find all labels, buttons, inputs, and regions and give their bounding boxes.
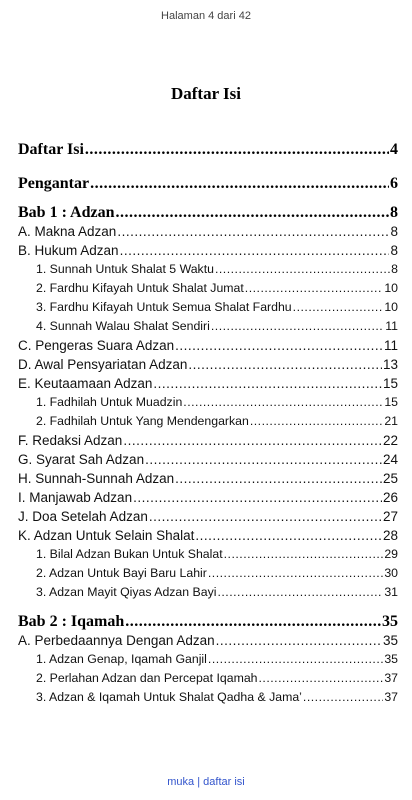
toc-entry-title: I. Manjawab Adzan <box>18 490 133 505</box>
toc-entry-page: 26 <box>382 490 398 505</box>
toc-entry-title: C. Pengeras Suara Adzan <box>18 338 175 353</box>
home-link[interactable]: muka <box>167 776 195 788</box>
toc-entry[interactable] <box>18 279 398 298</box>
toc-entry-title: Pengantar <box>18 175 90 192</box>
toc-link[interactable]: daftar isi <box>203 776 245 788</box>
dot-leader <box>125 612 381 631</box>
toc-entry[interactable] <box>18 469 398 488</box>
toc-entry-title: 3. Adzan Mayit Qiyas Adzan Bayi <box>36 585 217 599</box>
toc-entry-title: H. Sunnah-Sunnah Adzan <box>18 471 175 486</box>
dot-leader <box>259 669 384 688</box>
toc-entry[interactable] <box>18 260 398 279</box>
toc-entry-title: 2. Fardhu Kifayah Untuk Shalat Jumat <box>36 281 244 295</box>
toc-entry-title: 2. Perlahan Adzan dan Percepat Iqamah <box>36 671 258 685</box>
toc-entry[interactable] <box>18 583 398 602</box>
toc-entry-title: Bab 2 : Iqamah <box>18 613 125 630</box>
toc-entry-page: 35 <box>382 633 398 648</box>
toc-entry-title: 4. Sunnah Walau Shalat Sendiri <box>36 319 210 333</box>
toc-entry-title: 2. Fadhilah Untuk Yang Mendengarkan <box>36 414 249 428</box>
dot-leader <box>217 583 383 602</box>
toc-entry-page: 11 <box>383 338 398 353</box>
toc-entry-title: E. Keutaamaan Adzan <box>18 376 153 391</box>
dot-leader <box>250 412 383 431</box>
toc-entry-title: 3. Adzan & Iqamah Untuk Shalat Qadha & Jama’ <box>36 690 302 704</box>
toc-entry-title: Daftar Isi <box>18 141 84 158</box>
toc-entry[interactable] <box>18 526 398 545</box>
dot-leader <box>117 222 389 241</box>
toc-entry[interactable] <box>18 688 398 707</box>
toc-entry-title: 2. Adzan Untuk Bayi Baru Lahir <box>36 566 207 580</box>
toc-entry-title: F. Redaksi Adzan <box>18 433 123 448</box>
toc-entry[interactable] <box>18 545 398 564</box>
dot-leader <box>145 450 382 469</box>
footer-nav <box>0 776 412 788</box>
toc-entry-page: 37 <box>384 671 398 685</box>
dot-leader <box>90 174 389 193</box>
toc-entry[interactable] <box>18 507 398 526</box>
dot-leader <box>303 688 383 707</box>
dot-leader <box>208 650 383 669</box>
toc-entry[interactable] <box>18 612 398 631</box>
toc-entry-title: B. Hukum Adzan <box>18 243 119 258</box>
toc-entry[interactable] <box>18 298 398 317</box>
toc-entry[interactable] <box>18 650 398 669</box>
toc-entry-page: 24 <box>382 452 398 467</box>
dot-leader <box>216 631 382 650</box>
toc-entry-page: 30 <box>384 566 398 580</box>
toc-entry-title: K. Adzan Untuk Selain Shalat <box>18 528 195 543</box>
toc-entry-page: 6 <box>390 175 398 192</box>
toc-entry-page: 27 <box>382 509 398 524</box>
toc-entry-title: A. Makna Adzan <box>18 224 117 239</box>
toc-entry-page: 35 <box>382 613 398 630</box>
toc-entry-title: 1. Sunnah Untuk Shalat 5 Waktu <box>36 262 214 276</box>
dot-leader <box>175 469 382 488</box>
dot-leader <box>133 488 382 507</box>
dot-leader <box>215 260 390 279</box>
toc-entry[interactable] <box>18 631 398 650</box>
page-indicator: Halaman 4 dari 42 <box>161 10 251 22</box>
toc-entry-page: 15 <box>382 376 398 391</box>
toc-entry-title: G. Syarat Sah Adzan <box>18 452 145 467</box>
toc-entry-page: 11 <box>385 319 398 333</box>
toc-entry[interactable] <box>18 431 398 450</box>
dot-leader <box>245 279 384 298</box>
toc-entry-page: 8 <box>391 262 398 276</box>
toc-entry[interactable] <box>18 203 398 222</box>
toc-entry[interactable] <box>18 317 398 336</box>
table-of-contents <box>18 140 398 707</box>
dot-leader <box>153 374 382 393</box>
dot-leader <box>188 355 382 374</box>
dot-leader <box>85 140 389 159</box>
toc-entry-page: 37 <box>384 690 398 704</box>
toc-entry-page: 4 <box>390 141 398 158</box>
toc-entry-title: J. Doa Setelah Adzan <box>18 509 148 524</box>
dot-leader <box>224 545 384 564</box>
toc-entry-page: 13 <box>382 357 398 372</box>
toc-entry-title: 1. Bilal Adzan Bukan Untuk Shalat <box>36 547 223 561</box>
toc-entry-page: 10 <box>384 281 398 295</box>
dot-leader <box>195 526 382 545</box>
dot-leader <box>120 241 390 260</box>
toc-entry[interactable] <box>18 564 398 583</box>
dot-leader <box>115 203 389 222</box>
dot-leader <box>211 317 384 336</box>
toc-entry-page: 21 <box>384 414 398 428</box>
toc-entry-title: Bab 1 : Adzan <box>18 204 115 221</box>
toc-entry-page: 29 <box>384 547 398 561</box>
toc-entry[interactable] <box>18 222 398 241</box>
toc-entry-page: 35 <box>384 652 398 666</box>
toc-entry[interactable] <box>18 174 398 193</box>
toc-entry[interactable] <box>18 412 398 431</box>
toc-entry[interactable] <box>18 488 398 507</box>
toc-entry-page: 22 <box>382 433 398 448</box>
dot-leader <box>175 336 383 355</box>
toc-entry[interactable] <box>18 140 398 159</box>
toc-entry[interactable] <box>18 241 398 260</box>
toc-entry[interactable] <box>18 669 398 688</box>
toc-entry-title: 1. Fadhilah Untuk Muadzin <box>36 395 183 409</box>
toc-entry-page: 31 <box>384 585 398 599</box>
dot-leader <box>208 564 383 583</box>
toc-entry-page: 8 <box>390 243 398 258</box>
toc-entry[interactable] <box>18 450 398 469</box>
toc-entry-page: 28 <box>382 528 398 543</box>
toc-entry[interactable] <box>18 374 398 393</box>
dot-leader <box>149 507 382 526</box>
toc-entry-page: 15 <box>384 395 398 409</box>
toc-entry-page: 8 <box>390 204 398 221</box>
toc-entry-title: 3. Fardhu Kifayah Untuk Semua Shalat Fardhu <box>36 300 292 314</box>
dot-leader <box>293 298 384 317</box>
dot-leader <box>123 431 382 450</box>
toc-entry[interactable] <box>18 393 398 412</box>
footer-separator: | <box>197 776 201 788</box>
toc-entry-page: 8 <box>390 224 398 239</box>
toc-entry-page: 10 <box>384 300 398 314</box>
toc-entry[interactable] <box>18 355 398 374</box>
page-title: Daftar Isi <box>170 84 242 103</box>
toc-entry-title: D. Awal Pensyariatan Adzan <box>18 357 188 372</box>
toc-entry-page: 25 <box>382 471 398 486</box>
toc-entry[interactable] <box>18 336 398 355</box>
dot-leader <box>183 393 383 412</box>
toc-entry-title: A. Perbedaannya Dengan Adzan <box>18 633 215 648</box>
toc-entry-title: 1. Adzan Genap, Iqamah Ganjil <box>36 652 207 666</box>
